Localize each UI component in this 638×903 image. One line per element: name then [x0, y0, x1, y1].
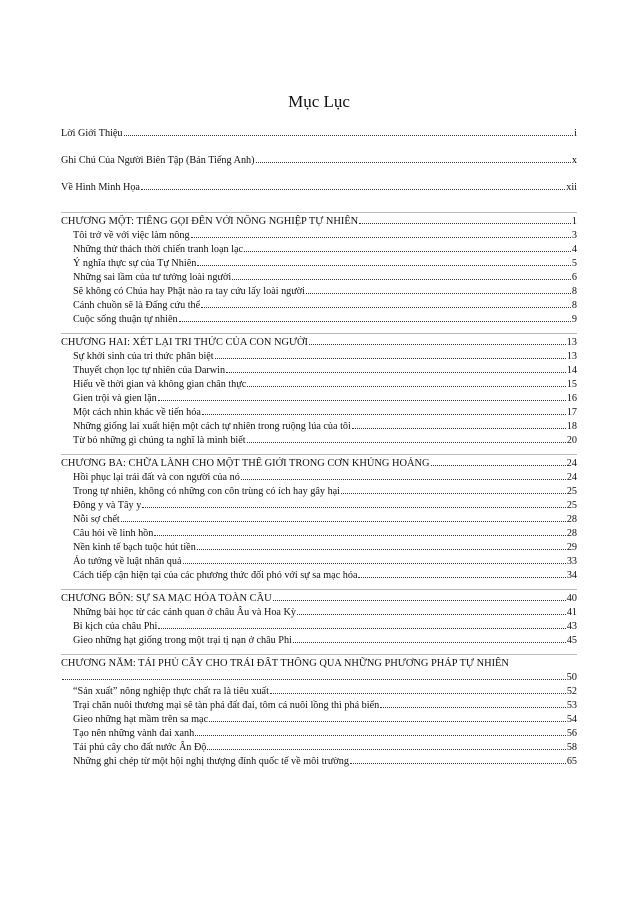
toc-entry-text: Ý nghĩa thực sự của Tự Nhiên: [73, 258, 197, 269]
toc-page-number: 17: [566, 407, 577, 418]
dot-leader: [380, 706, 566, 708]
dot-leader: [241, 478, 566, 480]
toc-entry-text: Hồi phục lại trái đất và con người của nó: [73, 472, 240, 483]
toc-page-number: 8: [571, 300, 577, 311]
toc-entry-text: Bi kịch của châu Phi: [73, 621, 158, 632]
toc-entry-text: Cánh chuồn sẽ là Đấng cứu thế: [73, 300, 201, 311]
toc-page-number: 13: [566, 351, 577, 362]
dot-leader: [121, 520, 566, 522]
dot-leader: [244, 250, 571, 252]
toc-entry[interactable]: [61, 713, 577, 727]
toc-page-number: 15: [566, 379, 577, 390]
dot-leader: [191, 236, 571, 238]
dot-leader: [306, 292, 571, 294]
toc-entry[interactable]: [61, 154, 577, 168]
toc-entry-text: Một cách nhìn khác về tiến hóa: [73, 407, 201, 418]
toc-entry[interactable]: [61, 755, 577, 769]
toc-page-number: 25: [566, 500, 577, 511]
toc-entry-text: Những giống lai xuất hiện một cách tự nhiên trong ruộng lúa của tôi: [73, 421, 351, 432]
toc-page-number: 13: [566, 337, 577, 348]
dot-leader: [270, 692, 566, 694]
dot-leader: [352, 427, 566, 429]
toc-entry[interactable]: [61, 271, 577, 285]
toc-page-number: 56: [566, 728, 577, 739]
toc-entry-text: Nền kinh tế bạch tuộc hút tiền: [73, 542, 196, 553]
toc-entry[interactable]: [61, 243, 577, 257]
toc-entry[interactable]: [61, 378, 577, 392]
toc-page-number: 18: [566, 421, 577, 432]
toc-page-number: 3: [571, 230, 577, 241]
toc-page-number: 16: [566, 393, 577, 404]
toc-page-number: 65: [566, 756, 577, 767]
toc-entry-text: Những thử thách thời chiến tranh loạn lạc: [73, 244, 244, 255]
toc-page-number: 54: [566, 714, 577, 725]
toc-entry[interactable]: [61, 527, 577, 541]
dot-leader: [297, 613, 566, 615]
chapter-title: CHƯƠNG MỘT: TIẾNG GỌI ĐẾN VỚI NÔNG NGHIỆP TỰ NHIÊN: [61, 216, 359, 227]
toc-entry[interactable]: [61, 555, 577, 569]
table-of-contents: [61, 127, 577, 769]
toc-page-number: 28: [566, 528, 577, 539]
chapter-title[interactable]: CHƯƠNG NĂM: TÁI PHỦ CÂY CHO TRÁI ĐẤT THÔNG QUA NHỮNG PHƯƠNG PHÁP TỰ NHIÊN: [61, 658, 509, 669]
dot-leader: [158, 627, 566, 629]
toc-page-number: 41: [566, 607, 577, 618]
toc-page-number: 50: [566, 672, 577, 683]
toc-entry-text: Ảo tưởng về luật nhân quả: [73, 556, 182, 567]
dot-leader: [256, 161, 571, 163]
toc-page-number: 6: [571, 272, 577, 283]
toc-entry[interactable]: [61, 634, 577, 648]
toc-entry[interactable]: [61, 364, 577, 378]
toc-entry[interactable]: [61, 485, 577, 499]
toc-entry[interactable]: [61, 313, 577, 327]
toc-entry-text: Tạo nên những vành đai xanh: [73, 728, 195, 739]
toc-entry[interactable]: [61, 699, 577, 713]
toc-entry-text: Cuộc sống thuận tự nhiên: [73, 314, 178, 325]
toc-entry-text: Hiểu về thời gian và không gian chân thực: [73, 379, 247, 390]
dot-leader: [226, 371, 566, 373]
dot-leader: [197, 548, 566, 550]
toc-entry-text: Lời Giới Thiệu: [61, 128, 123, 139]
toc-chapter[interactable]: [61, 336, 577, 350]
dot-leader: [209, 720, 566, 722]
toc-page-number: 20: [566, 435, 577, 446]
toc-page-number: 28: [566, 514, 577, 525]
toc-entry[interactable]: [61, 541, 577, 555]
toc-page-number: 25: [566, 486, 577, 497]
toc-entry-text: Tái phủ cây cho đất nước Ấn Độ: [73, 742, 207, 753]
toc-entry[interactable]: [61, 434, 577, 448]
toc-entry-text: Về Hình Minh Họa: [61, 182, 140, 193]
toc-chapter[interactable]: [61, 215, 577, 229]
toc-entry-text: Những sai lầm của tư tưởng loài người: [73, 272, 232, 283]
toc-chapter[interactable]: [61, 592, 577, 606]
toc-entry[interactable]: [61, 727, 577, 741]
toc-entry-text: Từ bỏ những gì chúng ta nghĩ là mình biết: [73, 435, 246, 446]
toc-page-number: 53: [566, 700, 577, 711]
dot-leader: [431, 464, 566, 466]
dot-leader: [179, 320, 571, 322]
toc-page-number: 43: [566, 621, 577, 632]
toc-page-number: 1: [571, 216, 577, 227]
toc-entry[interactable]: [61, 685, 577, 699]
toc-page-number: 4: [571, 244, 577, 255]
dot-leader: [197, 264, 571, 266]
toc-entry-text: Tôi trở về với việc làm nông: [73, 230, 190, 241]
toc-page-number: 24: [566, 472, 577, 483]
toc-entry-text: Nỗi sợ chết: [73, 514, 120, 525]
toc-page-number: 40: [566, 593, 577, 604]
toc-entry[interactable]: [61, 299, 577, 313]
toc-entry[interactable]: [61, 569, 577, 583]
dot-leader: [124, 134, 574, 136]
dot-leader: [232, 278, 571, 280]
toc-page-number: 58: [566, 742, 577, 753]
toc-entry[interactable]: [61, 181, 577, 195]
chapter-title: CHƯƠNG HAI: XÉT LẠI TRI THỨC CỦA CON NGƯỜI: [61, 337, 309, 348]
dot-leader: [215, 357, 566, 359]
toc-page-number: xii: [566, 182, 577, 193]
toc-entry[interactable]: [61, 471, 577, 485]
toc-entry-text: Gieo những hạt giống trong một trại tị nạn ở châu Phi: [73, 635, 292, 646]
toc-page-number: 9: [571, 314, 577, 325]
dot-leader: [62, 678, 566, 680]
dot-leader: [359, 222, 571, 224]
toc-page-number: 29: [566, 542, 577, 553]
toc-page-number: 34: [566, 570, 577, 581]
dot-leader: [309, 343, 566, 345]
toc-entry[interactable]: [61, 285, 577, 299]
toc-page-number: 45: [566, 635, 577, 646]
toc-entry-text: Câu hỏi về linh hồn: [73, 528, 154, 539]
toc-page-number: x: [571, 155, 577, 166]
dot-leader: [183, 562, 566, 564]
toc-entry-text: “Sản xuất” nông nghiệp thực chất ra là tiêu xuất: [73, 686, 269, 697]
toc-entry[interactable]: [61, 499, 577, 513]
toc-chapter[interactable]: [61, 671, 577, 685]
toc-entry[interactable]: [61, 257, 577, 271]
dot-leader: [195, 734, 566, 736]
toc-page-number: 33: [566, 556, 577, 567]
toc-page-number: i: [574, 128, 577, 139]
chapter-title: CHƯƠNG BA: CHỮA LÀNH CHO MỘT THẾ GIỚI TRONG CƠN KHỦNG HOẢNG: [61, 458, 430, 469]
toc-entry-text: Đông y và Tây y: [73, 500, 142, 511]
page-title: Mục Lục: [288, 92, 350, 111]
dot-leader: [350, 762, 566, 764]
dot-leader: [358, 576, 565, 578]
toc-entry-text: Gien trội và gien lặn: [73, 393, 157, 404]
dot-leader: [247, 385, 566, 387]
toc-entry-text: Ghi Chú Của Người Biên Tập (Bản Tiếng Anh): [61, 155, 255, 166]
dot-leader: [247, 441, 566, 443]
dot-leader: [273, 599, 566, 601]
toc-entry-text: Những bài học từ các cảnh quan ở châu Âu và Hoa Kỳ: [73, 607, 296, 618]
toc-entry-text: Trại chăn nuôi thương mại sẽ tàn phá đất đai, tôm cá nuôi lồng thì phá biển: [73, 700, 380, 711]
toc-entry[interactable]: [61, 741, 577, 755]
toc-entry-text: Trong tự nhiên, không có những con côn trùng có ích hay gây hại: [73, 486, 341, 497]
toc-entry[interactable]: [61, 392, 577, 406]
toc-entry-text: Thuyết chọn lọc tự nhiên của Darwin: [73, 365, 226, 376]
dot-leader: [202, 413, 566, 415]
toc-entry[interactable]: [61, 606, 577, 620]
toc-page-number: 14: [566, 365, 577, 376]
toc-entry[interactable]: [61, 406, 577, 420]
toc-page-number: 52: [566, 686, 577, 697]
toc-entry-text: Những ghi chép từ một hội nghị thượng đỉnh quốc tế về môi trường: [73, 756, 349, 767]
toc-page-number: 8: [571, 286, 577, 297]
toc-entry-text: Cách tiếp cận hiện tại của các phương thức đối phó với sự sa mạc hóa: [73, 570, 358, 581]
toc-entry[interactable]: [61, 420, 577, 434]
toc-chapter[interactable]: [61, 457, 577, 471]
dot-leader: [341, 492, 566, 494]
toc-page-number: 5: [571, 258, 577, 269]
dot-leader: [154, 534, 565, 536]
toc-entry[interactable]: [61, 350, 577, 364]
dot-leader: [293, 641, 566, 643]
toc-entry[interactable]: [61, 127, 577, 141]
toc-entry[interactable]: [61, 620, 577, 634]
toc-page-number: 24: [566, 458, 577, 469]
dot-leader: [141, 188, 565, 190]
toc-entry[interactable]: [61, 229, 577, 243]
toc-entry[interactable]: [61, 513, 577, 527]
dot-leader: [201, 306, 571, 308]
dot-leader: [207, 748, 565, 750]
chapter-title: CHƯƠNG BỐN: SỰ SA MẠC HÓA TOÀN CẦU: [61, 593, 272, 604]
dot-leader: [142, 506, 566, 508]
toc-entry-text: Sự khởi sinh của tri thức phân biệt: [73, 351, 214, 362]
toc-entry-text: Sẽ không có Chúa hay Phật nào ra tay cứu lấy loài người: [73, 286, 306, 297]
dot-leader: [158, 399, 566, 401]
toc-entry-text: Gieo những hạt mầm trên sa mạc: [73, 714, 209, 725]
